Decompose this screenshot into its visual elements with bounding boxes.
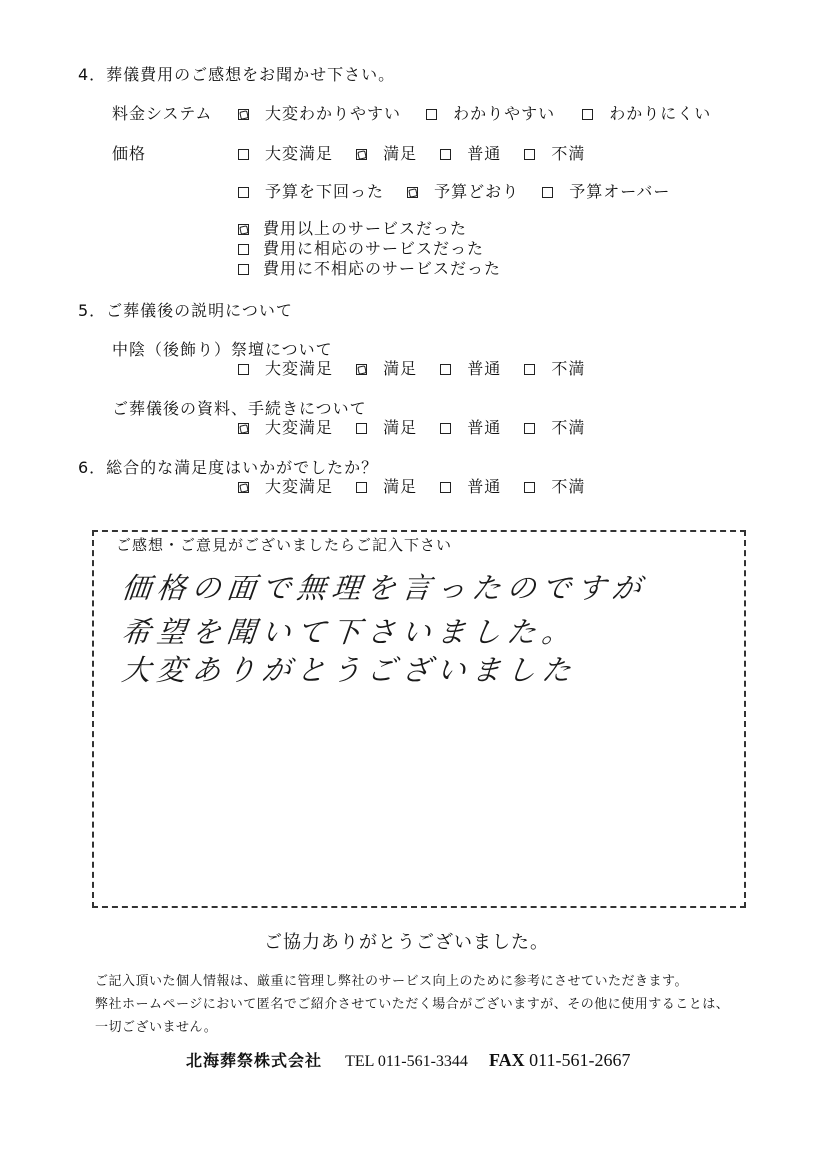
tel-number: TEL 011-561-3344 (345, 1053, 468, 1070)
checkbox-icon[interactable] (542, 187, 553, 198)
kakaku-option[interactable]: 大変満足 (238, 141, 333, 164)
q5-title: 5．ご葬儀後の説明について (78, 301, 293, 320)
service-option[interactable]: 費用以上のサービスだった (238, 219, 501, 239)
comment-line: 希望を聞いて下さいました。 (120, 615, 579, 649)
comment-box-title: ご感想・ご意見がございましたらご記入下さい (112, 534, 456, 555)
ryokin-option[interactable]: わかりやすい (426, 101, 555, 124)
q4-title: 4．葬儀費用のご感想をお聞かせ下さい。 (78, 65, 396, 84)
privacy-notice-line: 弊社ホームページにおいて匿名でご紹介させていただく場合がございますが、その他に使用することは、 (95, 997, 730, 1012)
checkbox-icon[interactable] (407, 187, 418, 198)
kakaku-option[interactable]: 普通 (440, 141, 501, 164)
checkbox-icon[interactable] (356, 423, 367, 434)
checkbox-icon[interactable] (524, 482, 535, 493)
comment-line: 価格の面で無理を言ったのですが (120, 571, 649, 605)
checkbox-icon[interactable] (238, 244, 249, 255)
docs-label: ご葬儀後の資料、手続きについて (112, 399, 367, 418)
ryokin-option[interactable]: 大変わかりやすい (238, 101, 401, 124)
privacy-notice-line: 一切ございません。 (95, 1020, 218, 1035)
company-name: 北海葬祭株式会社 (186, 1051, 323, 1070)
checkbox-icon[interactable] (238, 423, 249, 434)
altar-label: 中陰（後飾り）祭壇について (112, 340, 333, 359)
checkbox-icon[interactable] (582, 109, 593, 120)
budget-option[interactable]: 予算どおり (407, 179, 519, 202)
ryokin-option[interactable]: わかりにくい (582, 101, 711, 124)
service-options (238, 219, 501, 279)
service-option[interactable]: 費用に相応のサービスだった (238, 239, 501, 259)
docs-option[interactable]: 普通 (440, 415, 501, 438)
checkbox-icon[interactable] (238, 264, 249, 275)
docs-options (238, 415, 603, 438)
overall-option[interactable]: 不満 (524, 474, 585, 497)
checkbox-icon[interactable] (440, 364, 451, 375)
checkbox-icon[interactable] (356, 149, 367, 160)
checkbox-icon[interactable] (440, 482, 451, 493)
docs-option[interactable]: 満足 (356, 415, 417, 438)
altar-option[interactable]: 不満 (524, 356, 585, 379)
kakaku-options-2 (238, 179, 688, 202)
altar-option[interactable]: 大変満足 (238, 356, 333, 379)
overall-option[interactable]: 満足 (356, 474, 417, 497)
docs-option[interactable]: 大変満足 (238, 415, 333, 438)
kakaku-label: 価格 (112, 144, 147, 163)
budget-option[interactable]: 予算オーバー (542, 179, 670, 202)
privacy-notice-line: ご記入頂いた個人情報は、厳重に管理し弊社のサービス向上のために参考にさせていただきます。 (95, 974, 688, 989)
comment-line: 大変ありがとうございました (120, 653, 579, 687)
overall-option[interactable]: 大変満足 (238, 474, 333, 497)
thanks-message: ご協力ありがとうございました。 (264, 932, 549, 953)
ryokin-label: 料金システム (112, 104, 213, 123)
q6-options (238, 474, 603, 497)
checkbox-icon[interactable] (356, 482, 367, 493)
service-option[interactable]: 費用に不相応のサービスだった (238, 259, 501, 279)
fax (489, 1050, 631, 1070)
overall-option[interactable]: 普通 (440, 474, 501, 497)
altar-option[interactable]: 満足 (356, 356, 417, 379)
fax-number: 011-561-2667 (529, 1050, 631, 1070)
checkbox-icon[interactable] (356, 364, 367, 375)
checkbox-icon[interactable] (238, 149, 249, 160)
checkbox-icon[interactable] (238, 224, 249, 235)
q6-title: 6．総合的な満足度はいかがでしたか？ (78, 458, 379, 477)
checkbox-icon[interactable] (524, 364, 535, 375)
docs-option[interactable]: 不満 (524, 415, 585, 438)
footer (186, 1048, 631, 1071)
checkbox-icon[interactable] (524, 149, 535, 160)
checkbox-icon[interactable] (524, 423, 535, 434)
kakaku-options-1 (238, 141, 603, 164)
budget-option[interactable]: 予算を下回った (238, 179, 384, 202)
checkbox-icon[interactable] (440, 423, 451, 434)
altar-option[interactable]: 普通 (440, 356, 501, 379)
checkbox-icon[interactable] (238, 482, 249, 493)
checkbox-icon[interactable] (426, 109, 437, 120)
checkbox-icon[interactable] (238, 109, 249, 120)
altar-options (238, 356, 603, 379)
kakaku-option[interactable]: 満足 (356, 141, 417, 164)
kakaku-option[interactable]: 不満 (524, 141, 585, 164)
ryokin-options (238, 101, 729, 124)
fax-label: FAX (489, 1050, 525, 1070)
checkbox-icon[interactable] (238, 187, 249, 198)
checkbox-icon[interactable] (238, 364, 249, 375)
checkbox-icon[interactable] (440, 149, 451, 160)
